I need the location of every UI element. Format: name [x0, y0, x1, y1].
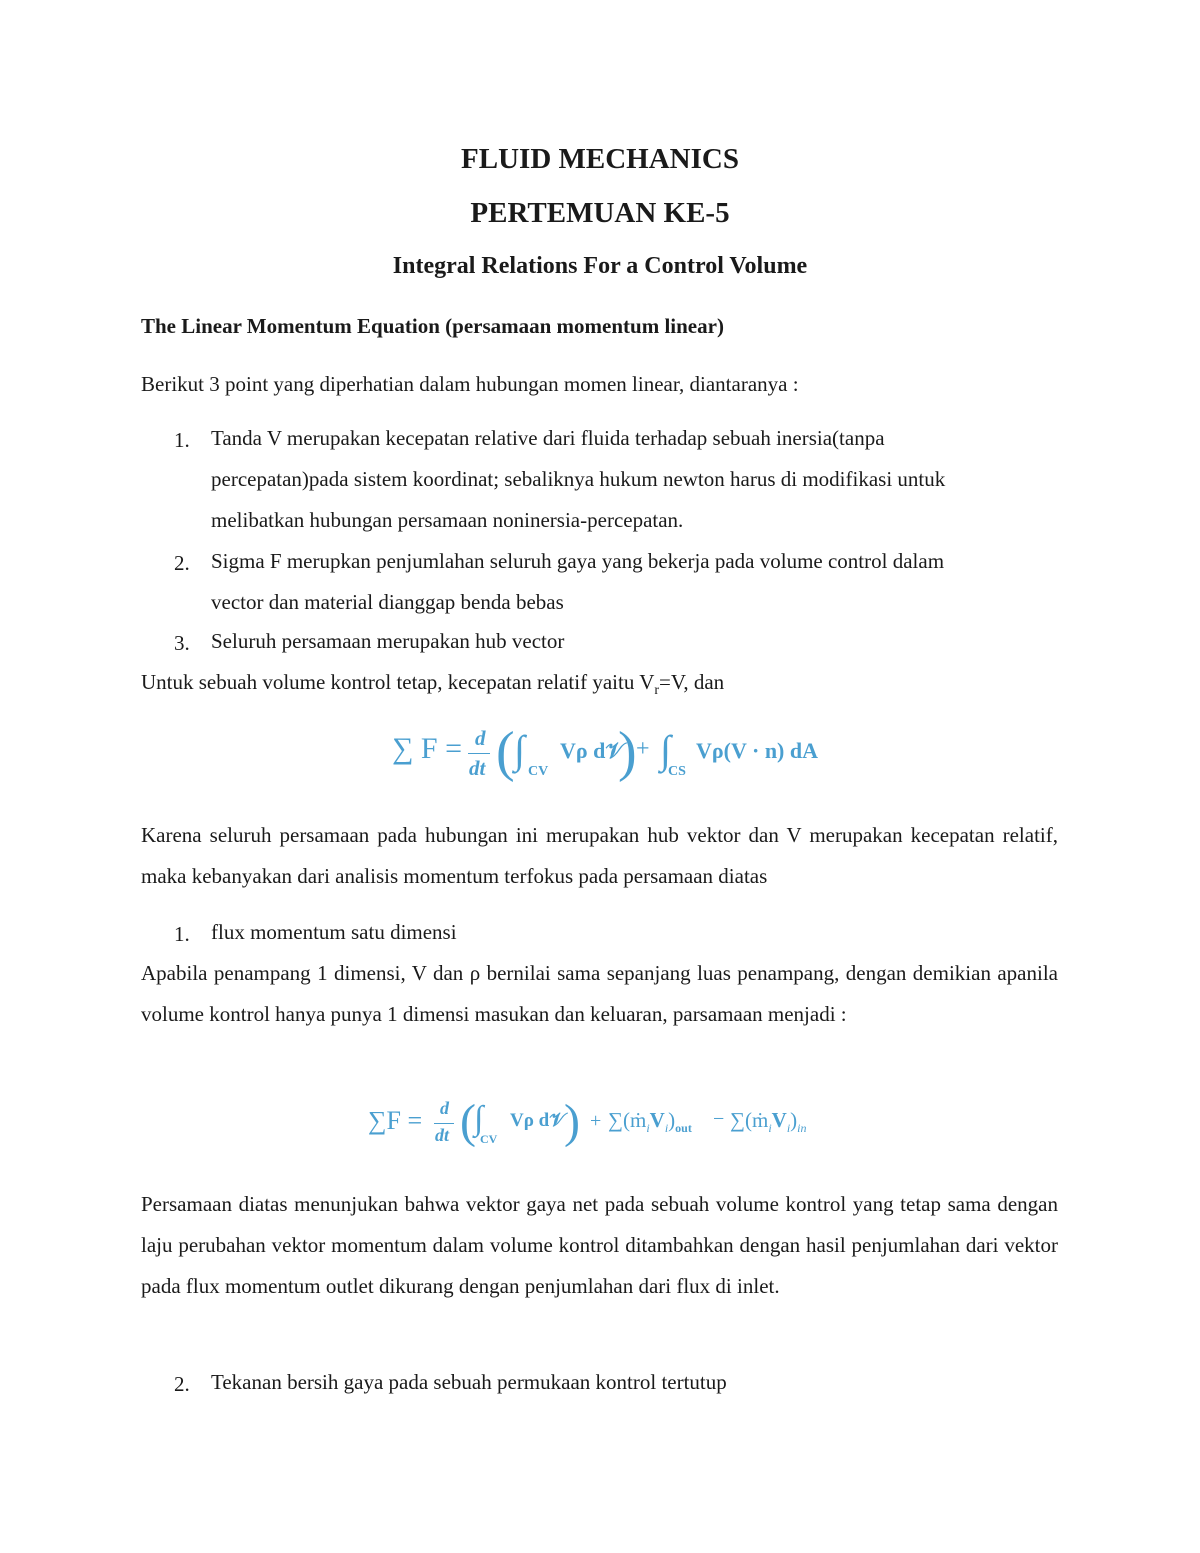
outlet-flux-term: $\sum(ṁ_iV_i)_{out}$ [608, 1108, 692, 1136]
left-paren: ( [460, 1095, 476, 1148]
integral-icon: ∫ [474, 1100, 484, 1137]
left-paren: ( [496, 721, 515, 783]
inlet-sum: ∑(ṁ [730, 1108, 769, 1132]
list-item [211, 418, 1091, 541]
sum-force-lhs: ∑ F = [392, 732, 462, 765]
list-item-line: Tanda V merupakan kecepatan relative dari fluida terhadap sebuah inersia(tanpa [211, 426, 885, 450]
fraction-denominator: dt [435, 1125, 450, 1145]
plus-sign: + [590, 1110, 602, 1132]
plus-sign: + [636, 736, 650, 762]
paragraph-explanation: Persamaan diatas menunjukan bahwa vektor gaya net pada sebuah volume kontrol yang tetap sama dengan laju perubahan vektor momentum dalam volume kontrol ditambahkan dengan hasil penjumlahan dari vektor pada flux momentum outlet dikurang dengan penjumlahan dari flux di inlet. [141, 1192, 1058, 1298]
fraction-denominator: dt [469, 756, 486, 780]
intro-paragraph: Berikut 3 point yang diperhatian dalam hubungan momen linear, diantaranya : [141, 372, 799, 396]
integral-icon: ∫ [514, 727, 525, 772]
inlet-velocity: V [771, 1108, 787, 1132]
outlet-sum: ∑(ṁ [608, 1108, 647, 1132]
fraction-bar [434, 1123, 454, 1124]
right-paren: ) [564, 1095, 580, 1148]
inlet-index: i [768, 1121, 772, 1136]
integrand-surface: Vρ(V · n) dA [696, 738, 818, 763]
inlet-velocity-index: i [786, 1121, 791, 1136]
fixed-cv-text: Untuk sebuah volume kontrol tetap, kecepatan relatif yaitu V [141, 670, 655, 694]
list-item [211, 541, 1091, 623]
document-title: FLUID MECHANICS [461, 143, 739, 175]
fraction-bar [468, 753, 490, 754]
relative-subscript: r [654, 683, 660, 699]
in-subscript: in [797, 1121, 807, 1136]
list-item-line: Seluruh persamaan merupakan hub vector [211, 629, 565, 653]
meeting-number: PERTEMUAN KE-5 [470, 197, 730, 229]
outlet-velocity: V [649, 1108, 665, 1132]
list-item-number: 2. [174, 551, 190, 575]
list-item-pressure: Tekanan bersih gaya pada sebuah permukaan kontrol tertutup [211, 1370, 727, 1394]
fraction-numerator: d [475, 726, 486, 750]
minus-sign: − [713, 1108, 725, 1130]
integrand-volume: Vρ d𝒱 [510, 1110, 566, 1131]
fixed-cv-tail: =V, dan [659, 670, 725, 694]
outlet-index: i [646, 1121, 650, 1136]
integrand-volume: Vρ d𝒱 [560, 738, 624, 763]
cv-subscript: CV [480, 1132, 498, 1146]
outlet-velocity-index: i [664, 1121, 669, 1136]
right-paren: ) [618, 721, 637, 783]
list-item-line: Sigma F merupkan penjumlahan seluruh gaya yang bekerja pada volume control dalam [211, 549, 945, 573]
integral-icon: ∫ [660, 727, 671, 772]
list-item-flux: flux momentum satu dimensi [211, 920, 457, 944]
out-subscript: out [675, 1121, 692, 1136]
paragraph-one-dimensional: Apabila penampang 1 dimensi, V dan ρ bernilai sama sepanjang luas penampang, dengan demikian apanila volume kontrol hanya punya 1 dimensi masukan dan keluaran, parsamaan menjadi : [141, 961, 1058, 1026]
list-item-line: percepatan)pada sistem koordinat; sebaliknya hukum newton harus di modifikasi untuk [211, 467, 946, 491]
fixed-cv-sentence [141, 662, 724, 711]
paragraph-relative-velocity: Karena seluruh persamaan pada hubungan ini merupakan hub vektor dan V merupakan kecepatan relatif, maka kebanyakan dari analisis momentum terfokus pada persamaan diatas [141, 823, 1058, 888]
one-dimensional-momentum-equation [368, 1096, 838, 1156]
section-heading: The Linear Momentum Equation (persamaan momentum linear) [141, 314, 724, 338]
list-item-line: vector dan material dianggap benda bebas [211, 590, 564, 614]
momentum-equation [392, 722, 832, 792]
chapter-subtitle: Integral Relations For a Control Volume [392, 253, 808, 279]
list-item-line: melibatkan hubungan persamaan noninersia-percepatan. [211, 508, 684, 532]
fraction-numerator: d [440, 1098, 449, 1118]
list-item-number: 1. [174, 922, 190, 946]
list-item-number: 1. [174, 428, 190, 452]
list-item-number: 3. [174, 631, 190, 655]
cv-subscript: CV [528, 764, 549, 779]
cs-subscript: CS [668, 764, 686, 779]
sum-force-lhs: ∑F = [368, 1106, 423, 1135]
inlet-flux-term: $\sum(ṁ_iV_i)_{in}$ [730, 1108, 807, 1136]
list-item-number: 2. [174, 1372, 190, 1396]
list-item [211, 621, 1091, 662]
